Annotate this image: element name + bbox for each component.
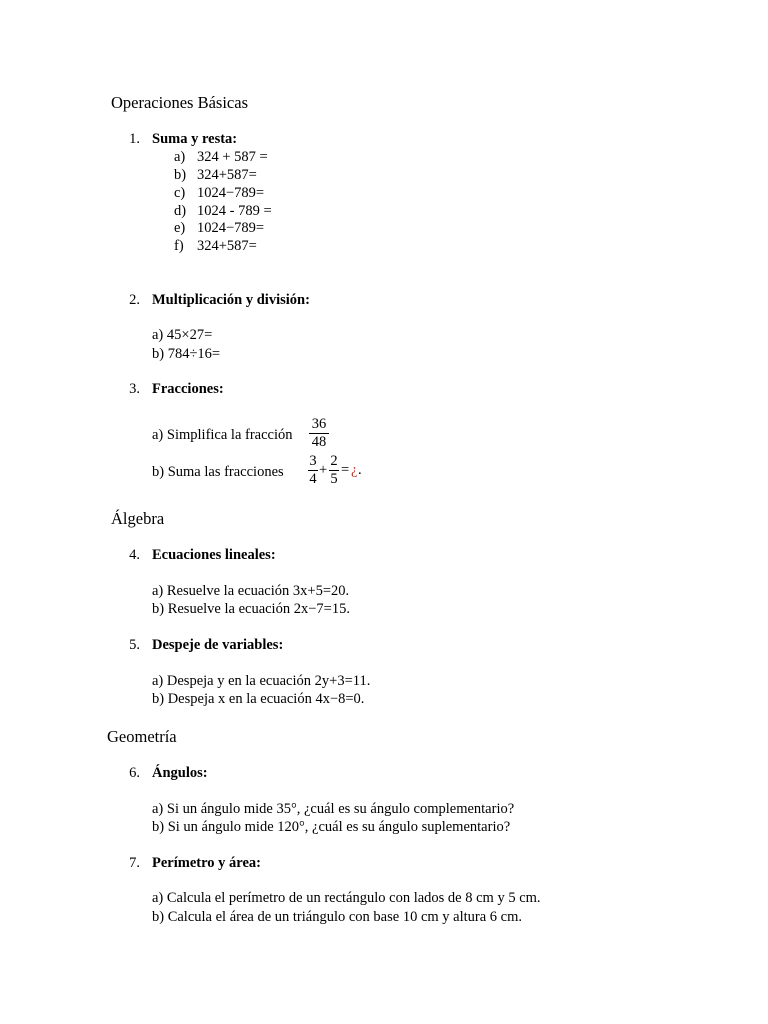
exercise-text: a) 45×27=	[152, 327, 213, 343]
fraction-numerator: 3	[309, 453, 317, 469]
exercise-text: b) Si un ángulo mide 120°, ¿cuál es su ángulo suplementario?	[152, 819, 511, 835]
exercise-text: a) Despeja y en la ecuación 2y+3=11.	[152, 673, 371, 689]
exercise-text: b) Resuelve la ecuación 2x−7=15.	[152, 601, 350, 617]
fraction-numerator: 2	[330, 453, 338, 469]
list-item-label: f)	[174, 238, 184, 254]
fraction	[308, 453, 318, 488]
period: .	[358, 462, 362, 478]
exercise-text: b) Suma las fracciones	[152, 464, 284, 480]
list-item-label: b)	[174, 167, 187, 183]
exercise-text: a) Si un ángulo mide 35°, ¿cuál es su ángulo complementario?	[152, 801, 515, 817]
section-heading-geometria: Geometría	[107, 727, 177, 746]
item-number: 3.	[129, 381, 140, 397]
plus-sign: +	[319, 462, 328, 478]
list-item: 324 + 587 =	[197, 149, 268, 165]
exercise-text: b) Despeja x en la ecuación 4x−8=0.	[152, 691, 365, 707]
fraction-denominator: 5	[330, 471, 338, 487]
exercise-text: a) Simplifica la fracción	[152, 427, 293, 443]
fraction	[329, 453, 339, 488]
equals-sign: =	[341, 462, 350, 478]
fraction-numerator: 36	[311, 416, 327, 432]
item-title: Multiplicación y división:	[152, 292, 310, 308]
list-item-label: a)	[174, 149, 186, 165]
item-number: 6.	[129, 765, 140, 781]
question-mark: ¿	[351, 462, 358, 478]
item-number: 1.	[129, 131, 140, 147]
list-item: 324+587=	[197, 167, 257, 183]
exercise-text: b) 784÷16=	[152, 346, 221, 362]
item-title: Despeje de variables:	[152, 637, 284, 653]
list-item: 1024−789=	[197, 185, 265, 201]
item-number: 7.	[129, 855, 140, 871]
section-heading-basicas: Operaciones Básicas	[111, 93, 248, 112]
exercise-text: a) Resuelve la ecuación 3x+5=20.	[152, 583, 350, 599]
list-item: 1024 - 789 =	[197, 203, 272, 219]
fraction	[309, 416, 329, 451]
item-title: Ecuaciones lineales:	[152, 547, 276, 563]
item-title: Suma y resta:	[152, 131, 238, 147]
list-item: 1024−789=	[197, 220, 265, 236]
list-item-label: c)	[174, 185, 186, 201]
item-number: 4.	[129, 547, 140, 563]
fraction-denominator: 4	[309, 471, 317, 487]
list-item: 324+587=	[197, 238, 257, 254]
item-number: 5.	[129, 637, 140, 653]
item-number: 2.	[129, 292, 140, 308]
section-heading-algebra: Álgebra	[111, 509, 165, 528]
item-title: Ángulos:	[152, 765, 208, 781]
item-title: Perímetro y área:	[152, 855, 261, 871]
fraction-denominator: 48	[309, 433, 329, 451]
exercise-text: b) Calcula el área de un triángulo con base 10 cm y altura 6 cm.	[152, 909, 523, 925]
exercise-text: a) Calcula el perímetro de un rectángulo con lados de 8 cm y 5 cm.	[152, 890, 541, 906]
list-item-label: d)	[174, 203, 187, 219]
list-item-label: e)	[174, 220, 186, 236]
item-title: Fracciones:	[152, 381, 224, 397]
